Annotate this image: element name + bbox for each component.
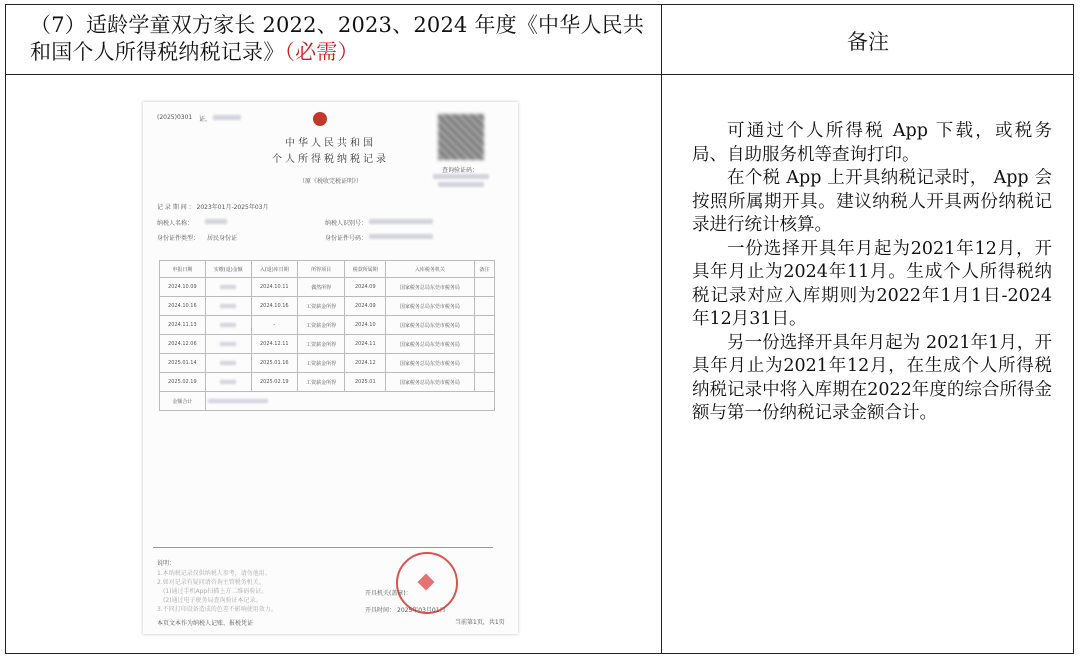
table-total-row	[160, 392, 495, 411]
taxpayer-id-label: 纳税人识别号：	[325, 220, 368, 227]
doc-notes-title: 说明：	[157, 560, 176, 567]
cell-amount-redacted	[205, 297, 251, 316]
redacted-block	[205, 219, 227, 224]
cell-in-date: 2025.02.19	[251, 373, 297, 392]
doc-title-line2: 个人所得税纳税记录	[272, 154, 389, 165]
remark-paragraph: 另一份选择开具年月起为 2021年1月，开具年月止为2021年12月，在生成个人所得税纳税记录中将入库期在2022年度的综合所得金额与第一份纳税记录金额合计。	[692, 332, 1052, 423]
remark-paragraph: 可通过个人所得税 App 下载，或税务局、自助服务机等查询打印。	[692, 121, 1052, 165]
taxpayer-name-label: 纳税人名称：	[157, 220, 194, 227]
table-row	[160, 316, 495, 335]
doc-title-line1: 中华人民共和国	[285, 138, 376, 149]
table-header-cell: 备注	[474, 261, 494, 278]
id-type-label: 身份证件类型：	[157, 235, 200, 242]
tax-record-table	[159, 260, 495, 411]
cell-remark	[474, 316, 494, 335]
cell-item: 偶然所得	[297, 278, 345, 297]
total-amount-redacted	[205, 392, 494, 411]
id-number-label: 身份证件号码：	[325, 235, 368, 242]
cell-remark	[474, 335, 494, 354]
left-header-title: （7）适龄学童双方家长 2022、2023、2024 年度《中华人民共和国个人所得税纳税记录》	[30, 13, 645, 64]
table-header-row	[160, 261, 495, 278]
redacted-block	[369, 219, 433, 224]
cell-period: 2024.10	[345, 316, 386, 335]
cell-item: 工资薪金所得	[297, 297, 345, 316]
issuer-label: 开具机关(盖章)：	[365, 590, 412, 597]
column-divider	[661, 4, 662, 654]
table-row	[160, 373, 495, 392]
cell-office: 国家税务总局东莞市税务局	[386, 354, 474, 373]
qr-code-icon	[438, 114, 484, 160]
cell-item: 工资薪金所得	[297, 373, 345, 392]
table-header-cell: 入库税务机关	[386, 261, 474, 278]
doc-note-line: 3.不同打印设备造成的色差不影响使用效力。	[157, 606, 277, 613]
id-type-value: 居民身份证	[207, 235, 238, 242]
doc-subtitle: （原《税收完税证明》）	[298, 178, 362, 185]
table-header-cell: 实缴(退)金额	[205, 261, 251, 278]
doc-note-line: 1.本纳税记录仅供纳税人参考，请勿他用。	[157, 570, 271, 577]
doc-note-line: (1)通过手机App扫描上方二维码验证。	[163, 588, 268, 595]
cell-in-date: 2025.01.16	[251, 354, 297, 373]
cell-remark	[474, 297, 494, 316]
cell-date: 2024.10.16	[160, 297, 206, 316]
redacted-block	[213, 115, 241, 120]
cell-date: 2024.10.09	[160, 278, 206, 297]
cell-item: 工资薪金所得	[297, 316, 345, 335]
cell-amount-redacted	[205, 354, 251, 373]
cell-date: 2025.02.19	[160, 373, 206, 392]
cell-office: 国家税务总局东莞市税务局	[386, 297, 474, 316]
cell-amount-redacted	[205, 335, 251, 354]
cell-in-date: 2024.10.16	[251, 297, 297, 316]
cell-period: 2025.01	[345, 373, 386, 392]
total-label: 金额合计	[160, 392, 206, 411]
table-row	[160, 354, 495, 373]
doc-note-line: (2)通过电子税务局查询验证本记录。	[163, 597, 262, 604]
doc-note-line: 2.如对记录有疑问请咨询主管税务机关。	[157, 579, 265, 586]
verify-label: 查询验证码：	[442, 167, 479, 174]
table-row	[160, 335, 495, 354]
cell-in-date: 2024.12.11	[251, 335, 297, 354]
record-period: 记 录 期 间 ： 2023年01月-2025年03月	[157, 204, 269, 211]
doc-code: (2025)0301	[157, 114, 193, 121]
page-info: 当前第1页，共1页	[455, 619, 505, 626]
table-header-cell: 入(退)库日期	[251, 261, 297, 278]
cell-in-date: 2024.10.11	[251, 278, 297, 297]
right-header: 备注	[847, 30, 889, 54]
cell-period: 2024.09	[345, 278, 386, 297]
cell-item: 工资薪金所得	[297, 335, 345, 354]
redacted-block	[433, 174, 489, 179]
remarks-text	[692, 120, 1052, 426]
cell-in-date: -	[251, 316, 297, 335]
issue-time-label: 开具时间：	[365, 607, 396, 614]
table-row	[160, 297, 495, 316]
table-row	[160, 278, 495, 297]
cell-period: 2024.11	[345, 335, 386, 354]
issue-time-value: 2025年03月01日	[397, 607, 446, 614]
tax-record-document-image	[143, 102, 518, 634]
cell-date: 2024.11.13	[160, 316, 206, 335]
cell-office: 国家税务总局东莞市税务局	[386, 278, 474, 297]
cell-office: 国家税务总局东莞市税务局	[386, 373, 474, 392]
national-emblem-icon	[313, 112, 327, 126]
cell-office: 国家税务总局东莞市税务局	[386, 316, 474, 335]
left-header	[30, 12, 650, 66]
cell-period: 2024.12	[345, 354, 386, 373]
doc-footer-note: 本页文本作为纳税人记账、报税凭证	[157, 620, 254, 627]
remark-paragraph: 在个税 App 上开具纳税记录时， App 会按照所属期开具。建议纳税人开具两份纳税记录进行统计核算。	[692, 168, 1052, 235]
doc-code-suffix: 证，	[199, 116, 212, 123]
cell-date: 2025.01.14	[160, 354, 206, 373]
cell-remark	[474, 373, 494, 392]
table-header-cell: 税款所属期	[345, 261, 386, 278]
cell-amount-redacted	[205, 373, 251, 392]
cell-item: 工资薪金所得	[297, 354, 345, 373]
cell-office: 国家税务总局东莞市税务局	[386, 335, 474, 354]
table-header-cell: 所得项目	[297, 261, 345, 278]
cell-remark	[474, 278, 494, 297]
cell-date: 2024.12.06	[160, 335, 206, 354]
header-divider	[5, 74, 1074, 75]
cell-amount-redacted	[205, 316, 251, 335]
cell-amount-redacted	[205, 278, 251, 297]
required-label: （必需）	[284, 40, 359, 64]
redacted-block	[369, 234, 433, 239]
cell-remark	[474, 354, 494, 373]
cell-period: 2024.09	[345, 297, 386, 316]
remark-paragraph: 一份选择开具年月起为2021年12月，开具年月止为2024年11月。生成个人所得税纳税记录对应入库期则为2022年1月1日-2024年12月31日。	[692, 238, 1052, 329]
table-header-cell: 申报日期	[160, 261, 206, 278]
doc-footer-divider	[153, 547, 493, 548]
redacted-block	[438, 182, 484, 187]
